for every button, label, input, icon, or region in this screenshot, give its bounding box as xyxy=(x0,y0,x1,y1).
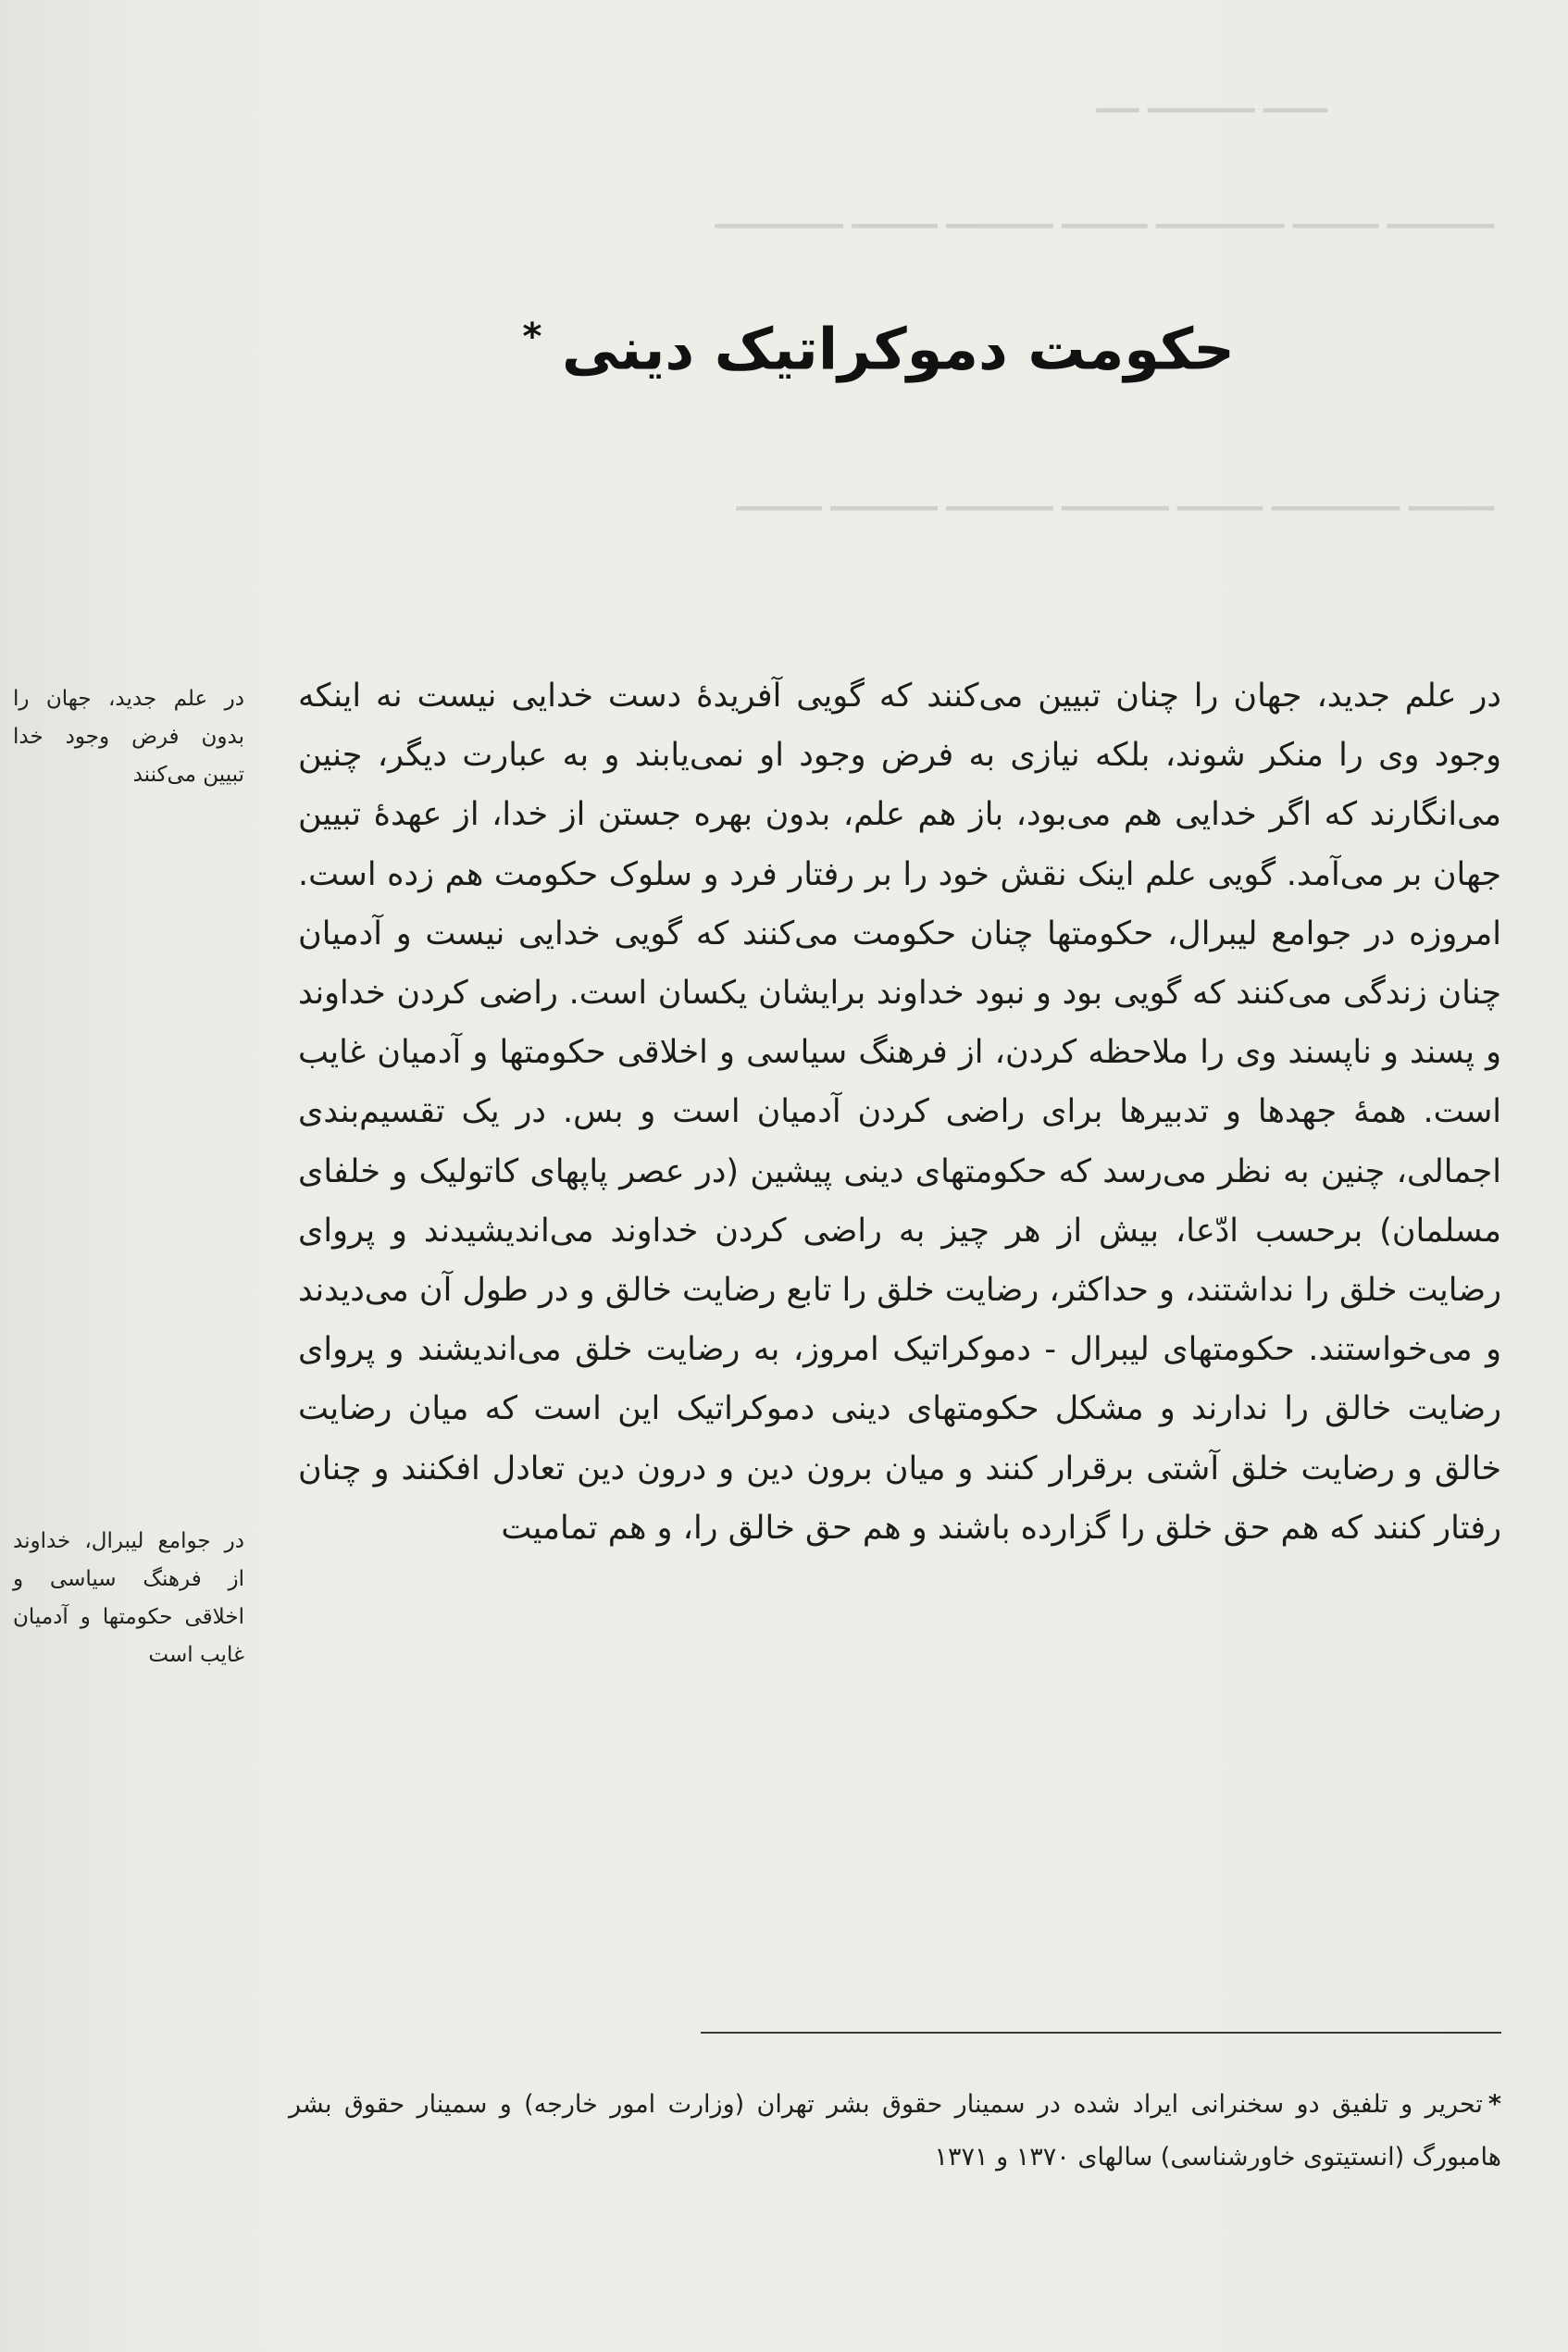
page-title xyxy=(217,315,1235,384)
footnote-mark: * xyxy=(1487,2090,1501,2119)
title-footnote-mark: * xyxy=(522,316,542,358)
show-through-decoration: ▁▁▁▁ ▁▁▁▁▁▁ ▁▁▁▁ ▁▁▁▁▁ ▁▁▁▁▁ ▁▁▁▁▁ ▁▁▁▁ xyxy=(736,479,1494,511)
margin-note: در علم جدید، جهان را بدون فرض وجود خدا تبیین می‌کنند xyxy=(13,687,244,787)
body-paragraph: در علم جدید، جهان را چنان تبیین می‌کنند که گویی آفریدهٔ دست خدایی نیست نه اینکه وجود وی را منکر شوند، بلکه نیازی به فرض وجود او نمی‌یابند و به عبارت دیگر، چنین می‌انگارند که اگر خدایی هم می‌بود، باز هم علم، بدون بهره جستن از خدا، از عهدهٔ تبیین جهان بر می‌آمد. گویی علم اینک نقش خود را بر رفتار فرد و سلوک حکومت هم زده است. امروزه در جوامع لیبرال، حکومتها چنان حکومت می‌کنند که گویی خدایی نیست و آدمیان چنان زندگی می‌کنند که گویی بود و نبود خداوند برایشان یکسان است. راضی کردن خداوند و پسند و ناپسند وی را ملاحظه کردن، از فرهنگ سیاسی و اخلاقی حکومتها و آدمیان غایب است. همهٔ جهدها و تدبیرها برای راضی کردن آدمیان است و بس. در یک تقسیم‌بندی اجمالی، چنین به نظر می‌رسد که حکومتهای دینی پیشین (در عصر پاپهای کاتولیک و خلفای مسلمان) برحسب ادّعا، بیش از هر چیز به راضی کردن خداوند می‌اندیشیدند و پروای رضایت خلق را نداشتند، و حداکثر، رضایت خلق را تابع رضایت خالق و در طول آن می‌دیدند و می‌خواستند. حکومتهای لیبرال - دموکراتیک امروز، به رضایت خلق می‌اندیشند و پروای رضایت خالق را ندارند و مشکل حکومتهای دینی دموکراتیک این است که میان رضایت خالق و رضایت خلق آشتی برقرار کنند و میان برون دین و درون دین تعادل افکنند و چنان رفتار کنند که هم حق خلق را گزارده باشند و هم حق خالق را، و هم تمامیت xyxy=(298,678,1501,1547)
margin-note: در جوامع لیبرال، خداوند از فرهنگ سیاسی و اخلاقی حکومتها و آدمیان غایب است xyxy=(13,1529,244,1667)
body-text xyxy=(298,666,1501,1558)
show-through-decoration: ▁▁▁▁▁ ▁▁▁▁ ▁▁▁▁▁▁ ▁▁▁▁ ▁▁▁▁▁ ▁▁▁▁ ▁▁▁▁▁▁ xyxy=(715,196,1494,229)
footnote-divider xyxy=(701,2032,1501,2034)
show-through-decoration: ▁▁▁ ▁▁▁▁▁ ▁▁ xyxy=(1096,81,1327,113)
title-text: حکومت دموکراتیک دینی xyxy=(562,315,1235,383)
footnote xyxy=(289,2078,1501,2184)
footnote-text: تحریر و تلفیق دو سخنرانی ایراد شده در سمینار حقوق بشر تهران (وزارت امور خارجه) و سمینار حقوق بشر هامبورگ (انستیتوی خاورشناسی) سالهای ۱۳۷۰ و ۱۳۷۱ xyxy=(289,2090,1501,2172)
